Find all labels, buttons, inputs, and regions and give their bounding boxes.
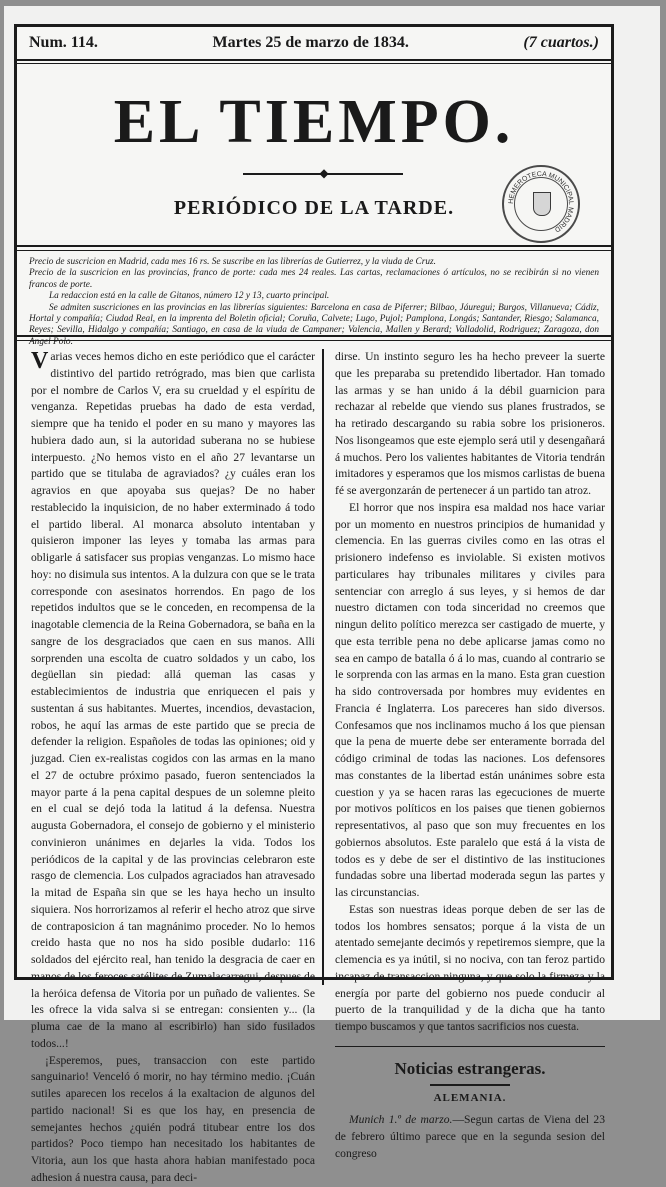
newspaper-title: EL TIEMPO. [113, 88, 515, 156]
article-paragraph [31, 349, 315, 1053]
notice-line: Se admiten suscriciones en las provincias en las librerías siguientes: Barcelona en casa de Piferrer; Bilbao, Jáuregui; Burgos, Villanueva; Cádiz, Hortal y compañía; Ciudad Real, en la imprenta del Boletin oficial; Coruña, Calvete; Lugo, Pujol; Pamplona, Longás; Santander, Riesgo; Salamanca, Reyes; Sevilla, Hidalgo y compañía; Santiago, en casa de la viuda de Campaner; Valencia, Mallen y Berard; Valladolid, Rodriguez; Zaragoza, don Angel Polo. [29, 302, 599, 347]
issue-price: (7 cuartos.) [523, 34, 599, 51]
notice-line: Precio de suscricion en Madrid, cada mes 16 rs. Se suscribe en las librerías de Gutierrez, y la viuda de Cruz. [29, 257, 436, 267]
drop-cap: V [31, 348, 49, 374]
masthead-bottom-rule [17, 245, 611, 247]
news-text: —Segun cartas de Viena del 23 de febrero último parece que en la segunda sesion del congreso [335, 1113, 606, 1160]
column-divider [322, 349, 324, 985]
masthead-bottom-rule-thin [17, 250, 611, 251]
notice-line: La redaccion está en la calle de Gitanos, número 12 y 13, cuarto principal. [49, 291, 330, 302]
article-paragraph: ¡Esperemos, pues, transaccion con este partido sanguinario! Venceló ó morir, no hay término medio. ¡Cuán sutiles aparecen los recelos á la exaltacion de algunos del partido nacional! Si es que los hay, en presencia de semejantes hechos ¿quién podrá titubear entre los dos partidos? Poco tiempo han necesitado los habitantes de Vitoria, aun los que hasta ahora habian manifestado poca adhesion á nuestra causa, para deci- [31, 1053, 315, 1184]
issue-number: Num. 114. [29, 34, 98, 51]
section-separator [335, 1046, 605, 1047]
crest-icon [533, 192, 551, 216]
left-article-column [31, 349, 315, 1187]
stamp-text: HEMEROTECA MUNICIPAL MADRID [507, 170, 575, 233]
page-frame [14, 24, 614, 1184]
notice-bottom-rule [17, 335, 611, 337]
news-place: Munich 1.º de marzo. [349, 1113, 453, 1127]
masthead-info-row [29, 30, 599, 56]
notice-line: Precio de la suscricion en las provincias, franco de porte: cada mes 24 reales. Las cartas, reclamaciones ó artículos, no se recibirán si no vienen francos de porte. [29, 268, 599, 290]
masthead-top-rule-thin [17, 63, 611, 64]
article-paragraph: Estas son nuestras ideas porque deben de ser las de todos los hombres sensatos; porque á la vista de un atentado semejante decimós y repetiremos siempre, que la clemencia es ya inútil, si no nociva, con tan feroz partido incapaz de transaccion ninguna, y que solo la firmeza y la energía por parte del gobierno nos puede conducir al puerto de la tranquilidad y de la dicha que ha tanto tiempo buscamos y que tantos sacrificios nos cuesta. [335, 902, 605, 1033]
section-rule [430, 1084, 510, 1086]
newspaper-page [4, 6, 660, 1184]
newspaper-subtitle: PERIÓDICO DE LA TARDE. [173, 197, 455, 219]
section-subtitle: ALEMANIA. [433, 1091, 507, 1104]
masthead-top-rule [17, 59, 611, 61]
issue-date: Martes 25 de marzo de 1834. [212, 34, 409, 51]
right-article-column [335, 349, 605, 1163]
article-paragraph: El horror que nos inspira esa maldad nos hace variar por un momento en nuestros principios de humanidad y clemencia. En las guerras civiles como en las otras el prisionero indefenso es inviolable. Si existen motivos particulares hay tribunales militares y civiles para sentenciar con arreglo á sus leyes, y si hemos de dar nuestro dictamen con toda sinceridad no creemos que ningun delito político merezca ser castigado de muerte, y que esta terrible pena no debe aplicarse jamas como no sea en campo de batalla ó á lo mas, cuando al contrario se le sorprenda con las armas en la mano. Esta gran cuestion ha sido controversada por hombres muy evidentes en Francia é Inglaterra. Los pareceres han sido diversos. Confesamos que nos inclinamos mucho á los que piensan que la pena de muerte debe ser enteramente borrada del código criminal de todas las naciones. Los defensores mas constantes de la libertad están unánimes sobre esta cuestion y ya se hacen raras las egecuciones de muerte por motivos políticos en los paises que tienen gobiernos representativos, al paso que son muy frecuentes en los gobiernos absolutos. Este paralelo que está á la vista de todos es y debe de ser el distintivo de las instituciones fundadas sobre una libertad moderada segun las partes y las circunstancias. [335, 500, 605, 899]
ornament-icon: ◆ [319, 166, 329, 180]
library-stamp [502, 165, 580, 243]
news-item [335, 1112, 605, 1162]
article-paragraph: dirse. Un instinto seguro les ha hecho preveer la suerte que les preparaba su pretendido libertador. Han tomado las armas y se han unido á la débil guarnicion para rechazar al rebelde que viendo sus planes frustrados, se ha retirado descargando su rabia sobre los prisioneros. Nos lisongeamos que este ejemplo será util y desengañará á muchos. Pero los valientes habitantes de Vitoria tendrán imitadores y esperamos que los mismos carlistas de buena fé se avergonzarán de pertenecer á un partido tan atroz. [335, 350, 605, 497]
article-text: arias veces hemos dicho en este periódico que el carácter distintivo del partido retrógrado, mas bien que carlista por el nombre de Carlos V, era su crueldad y el espíritu de venganza. Repetidas pruebas ha dado de esta verdad, siempre que ha tenido el poder en su mano y mayores las hubiera dado aun, si la autoridad suberana no se hubiese interpuesto. ¿No hemos visto en el año 27 levantarse un partido que se titulaba de agraviados? ¿y cuáles eran los agravios en que apoyaba sus quejas? De no haber restablecido la inquisicion, de no haber exterminado á todo el partido liberal. Al monarca absoluto intentaban y quisieron imponer las leyes y tomaba las armas para obligarle á satisfacer sus propias venganzas. Lo mismo hace hoy: no disimula sus intentos. A la dulzura con que se le trata corresponde con asesinatos horrendos. En pago de los repetidos indultos que se le conceden, en recompensa de la inagotable clemencia de la Reina Gobernadora, se baña en la sangre de los desgraciados que caen en sus manos. Alli sorprenden una escolta de cuatro soldados y un cabo, los degüellan sin piedad: allá queman las casas y establecimientos de industria que enriquecen el pais y sustentan á sus habitantes. Muertes, incendios, devastacion, robos, he aquí las armas de este partido que se precia de defender la religion. Españoles de todas las opiniones; oid y juzgad. Cien ex-realistas cogidos con las armas en la mano el 27 de octubre próximo pasado, fueron sentenciados la mayor parte á la pena capital despues de un solemne pleito en el cual se dejó toda la latitud á la defensa. Nuestra augusta Gobernadora, el consejo de gobierno y el ministerio convinieron unánimes en dejarles la vida. Todos los periódicos de la capital y de las provincias celebraron este rasgo de clemencia. Los culpados agraciados han atravesado la mitad de España sin que se les haya hecho un insulto siquiera. Nos horrorizamos al referir el hecho atroz que sirve de contraposicion á tan magnánimo proceder. No lo hemos creido hasta que no nos ha sido posible dudarlo: 116 soldados del ejército real, han tenido la desgracia de caer en manos de los feroces satélites de Zumalacarregui, despues de la heróica defensa de Vitoria por un puñado de valientes. Se les ofrece la vida salva si se entregan: consienten y... (la pluma cae de la mano al escribirlo) han sido fusilados todos...! [31, 350, 315, 1050]
notice-bottom-rule-thin [17, 340, 611, 341]
section-title: Noticias estrangeras. [394, 1058, 546, 1078]
